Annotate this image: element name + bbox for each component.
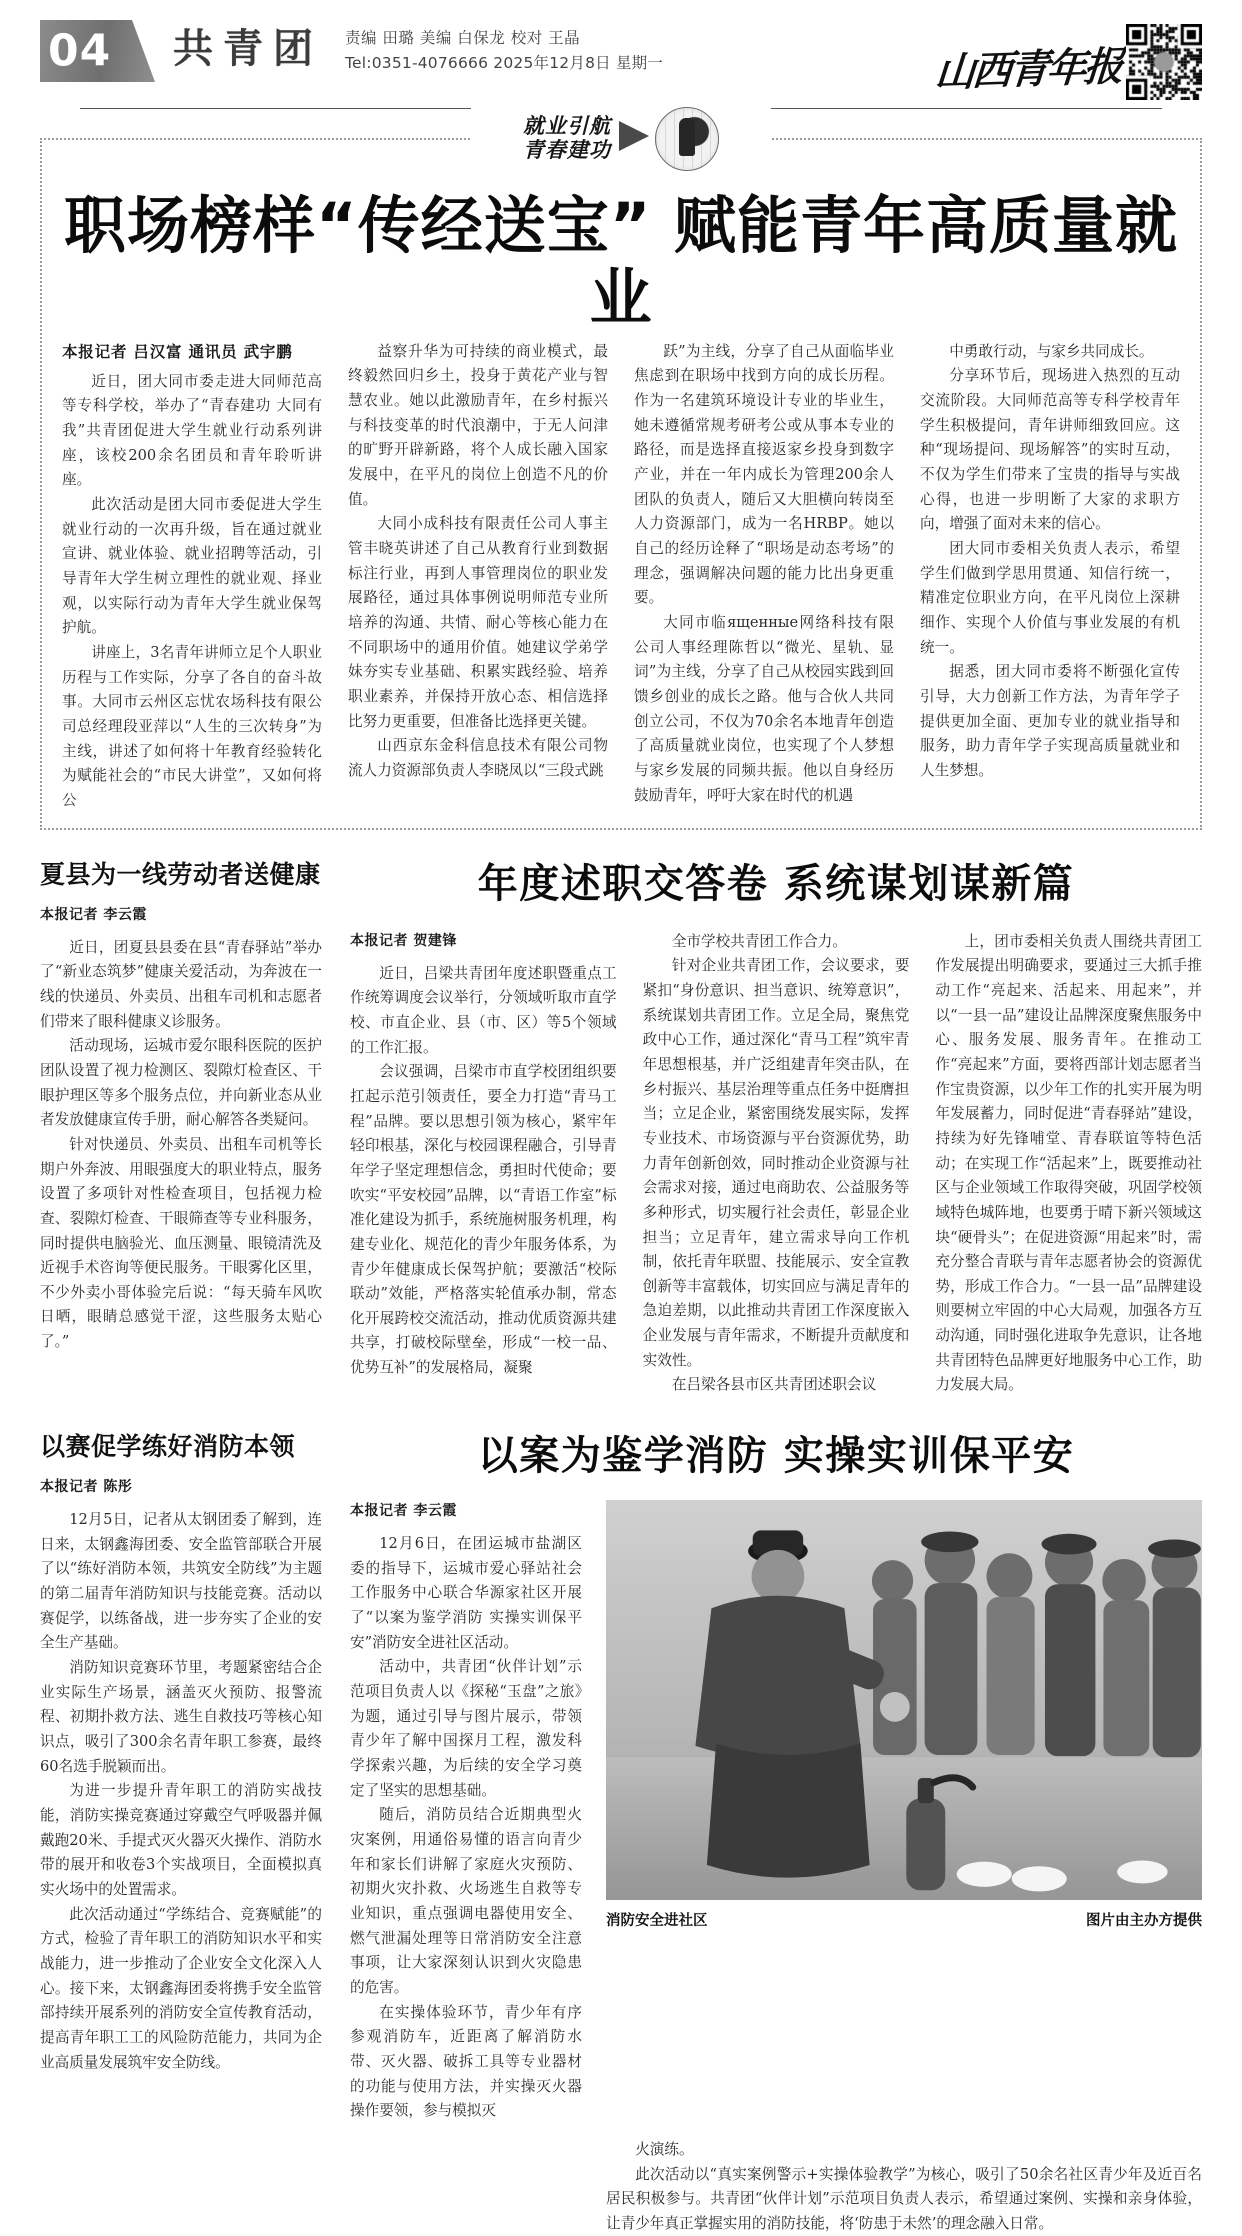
center-byline-fire-safety: 本报记者 李云霞 <box>350 1500 582 1520</box>
side-byline-health: 本报记者 李云霞 <box>40 904 322 924</box>
lead-column-2 <box>348 340 608 814</box>
paragraph: 12月5日，记者从太钢团委了解到，连日来，太钢鑫海团委、安全监管部联合开展了以“练好消防本领，共筑安全防线”为主题的第二届青年消防知识与技能竞赛。活动以赛促学，以练备战，进一步夯实了企业的安全生产基础。 <box>40 1508 322 1656</box>
paper-name-logo: 山西青年报 <box>933 47 1122 103</box>
paragraph: 针对快递员、外卖员、出租车司机等长期户外奔波、用眼强度大的职业特点，服务设置了多项针对性检查项目，包括视力检查、裂隙灯检查、干眼筛查等专业科服务，同时提供电脑验光、血压测量、眼镜清洗及近视手术咨询等便民服务。干眼雾化区里，不少外卖小哥体验完后说：“每天骑车风吹日晒，眼睛总感觉干涩，这些服务太贴心了。” <box>40 1133 322 1355</box>
lead-column-4 <box>920 340 1180 814</box>
paragraph: 益察升华为可持续的商业模式，最终毅然回归乡土，投身于黄花产业与智慧农业。她以此激励青年，在乡村振兴与科技变革的时代浪潮中，于无人问津的旷野开辟新路，将个人成长融入国家发展中，在平凡的岗位上创造不凡的价值。 <box>348 340 608 513</box>
paragraph: 活动现场，运城市爱尔眼科医院的医护团队设置了视力检测区、裂隙灯检查区、干眼护理区等多个服务点位，并向新业态从业者发放健康宣传手册，耐心解答各类疑问。 <box>40 1034 322 1133</box>
photo-credit: 图片由主办方提供 <box>1086 1909 1202 1930</box>
lead-body-4 <box>920 340 1180 784</box>
center-column-3 <box>935 930 1202 1398</box>
fire-safety-column-1 <box>350 1500 582 2124</box>
side-body-health <box>40 936 322 1355</box>
fire-safety-bottom-row <box>350 2138 1202 2236</box>
bottom-section <box>40 1432 1202 2236</box>
campaign-emblem <box>471 102 771 176</box>
side-headline-contest: 以赛促学练好消防本领 <box>40 1432 322 1462</box>
center-byline-report: 本报记者 贺建锋 <box>350 930 617 950</box>
paragraph: 分享环节后，现场进入热烈的互动交流阶段。大同师范高等专科学校青年学生积极提问，青年讲师细致回应。这种“现场提问、现场解答”的实时互动，不仅为学生们带来了宝贵的指导与实战心得，也进一步明断了大家的求职方向，增强了面对未来的信心。 <box>920 364 1180 537</box>
paragraph: 团大同市委相关负责人表示，希望学生们做到学思用贯通、知信行统一，精准定位职业方向，在平凡岗位上深耕细作、实现个人价值与事业发展的有机统一。 <box>920 537 1180 660</box>
lead-column-3 <box>634 340 894 814</box>
center-body-2 <box>643 930 910 1398</box>
lead-body-3 <box>634 340 894 808</box>
center-columns-report <box>350 930 1202 1398</box>
lead-body-1 <box>62 370 322 814</box>
photo-caption-row <box>606 1909 1202 1930</box>
paragraph: 山西京东金科信息技术有限公司物流人力资源部负责人李晓凤以“三段式跳 <box>348 734 608 783</box>
credits-contact-date: Tel:0351-4076666 2025年12月8日 星期一 <box>345 51 663 76</box>
lead-article <box>40 138 1202 830</box>
paragraph: 此次活动是团大同市委促进大学生就业行动的一次再升级，旨在通过就业宣讲、就业体验、就业招聘等活动，引导青年大学生树立理性的就业观、择业观，以实际行动为青年大学生就业保驾护航。 <box>62 493 322 641</box>
fire-safety-body-2 <box>606 2138 1202 2236</box>
emblem-line-1: 就业引航 <box>523 115 611 139</box>
paragraph: 随后，消防员结合近期典型火灾案例，用通俗易懂的语言向青少年和家长们讲解了家庭火灾预防、初期火灾扑救、火场逃生自救等专业知识，重点强调电器使用安全、燃气泄漏处理等日常消防安全注意事项，让大家深刻认识到火灾隐患的危害。 <box>350 1803 582 2000</box>
fire-safety-body-1 <box>350 1532 582 2124</box>
emblem-line-2: 青春建功 <box>523 139 611 163</box>
lead-article-columns <box>62 340 1180 814</box>
side-body-contest <box>40 1508 322 2075</box>
center-body-3 <box>935 930 1202 1398</box>
paragraph: 火演练。 <box>606 2138 1202 2163</box>
center-headline-report: 年度述职交答卷 系统谋划谋新篇 <box>350 860 1202 908</box>
paragraph: 活动中，共青团“伙伴计划”示范项目负责人以《探秘“玉盘”之旅》为题，通过引导与图片展示，带领青少年了解中国探月工程，激发科学探索兴趣，为后续的安全学习奠定了坚实的思想基础。 <box>350 1655 582 1803</box>
globe-person-icon <box>655 107 719 171</box>
photo-caption: 消防安全进社区 <box>606 1909 708 1930</box>
center-column-2 <box>643 930 910 1398</box>
fire-safety-photo <box>606 1500 1202 1900</box>
paragraph: 跃”为主线，分享了自己从面临毕业焦虑到在职场中找到方向的成长历程。作为一名建筑环境设计专业的毕业生，她未遵循常规考研考公或从事本专业的路径，而是选择直接返家乡投身到数字产业，并在一年内成长为管理200余人团队的负责人，随后又大胆横向转岗至人力资源部门，成为一名HRBP。她以自己的经历诠释了“职场是动态考场”的理念，强调解决问题的能力比出身更重要。 <box>634 340 894 611</box>
paragraph: 此次活动通过“学练结合、竞赛赋能”的方式，检验了青年职工的消防知识水平和实战能力，进一步推动了企业安全文化深入人心。接下来，太钢鑫海团委将携手安全监管部持续开展系列的消防安全宣传教育活动，提高青年职工工的风险防范能力，共同为企业高质量发展筑牢安全防线。 <box>40 1903 322 2076</box>
paragraph: 会议强调，吕梁市市直学校团组织要扛起示范引领责任，要全力打造“青马工程”品牌。要以思想引领为核心，紧牢年轻印根基，深化与校园课程融合，引导青年学子坚定理想信念，勇担时代使命；要吹实“平安校园”品牌，以“青语工作室”标准化建设为抓手，系统施树服务机理，构建专业化、规范化的青少年服务体系，为青少年健康成长保驾护航；要激活“校际联动”效能，严格落实轮值承办制，常态化开展跨校交流活动，推动优质资源共建共享，打破校际壁垒，形成“一校一品、优势互补”的发展格局，凝聚 <box>350 1060 617 1381</box>
page-number: 04 <box>48 26 111 77</box>
lead-headline: 职场榜样“传经送宝” 赋能青年高质量就业 <box>62 190 1180 334</box>
paragraph: 近日，团夏县县委在县“青春驿站”举办了“新业态筑梦”健康关爱活动，为奔波在一线的快递员、外卖员、出租车司机和志愿者们带来了眼科健康义诊服务。 <box>40 936 322 1035</box>
masthead-brand <box>935 20 1202 100</box>
paragraph: 中勇敢行动，与家乡共同成长。 <box>920 340 1180 365</box>
side-byline-contest: 本报记者 陈彤 <box>40 1476 322 1496</box>
center-column-1 <box>350 930 617 1398</box>
section-title: 共青团 <box>173 20 323 78</box>
paragraph: 近日，团大同市委走进大同师范高等专科学校，举办了“青春建功 大同有我”共青团促进大学生就业行动系列讲座，该校200余名团员和青年聆听讲座。 <box>62 370 322 493</box>
lead-body-2 <box>348 340 608 784</box>
paragraph: 12月6日，在团运城市盐湖区委的指导下，运城市爱心驿站社会工作服务中心联合华源家社区开展了“以案为鉴学消防 实操实训保平安”消防安全进社区活动。 <box>350 1532 582 1655</box>
paragraph: 全市学校共青团工作合力。 <box>643 930 910 955</box>
credits-editors: 责编 田璐 美编 白保龙 校对 王晶 <box>345 26 663 51</box>
paragraph: 近日，吕梁共青团年度述职暨重点工作统筹调度会议举行，分领域听取市直学校、市直企业、县（市、区）等5个领域的工作汇报。 <box>350 962 617 1061</box>
side-headline-health: 夏县为一线劳动者送健康 <box>40 860 322 890</box>
emblem-text <box>523 115 611 162</box>
center-article-fire-safety <box>350 1432 1202 2236</box>
paragraph: 为进一步提升青年职工的消防实战技能，消防实操竞赛通过穿戴空气呼吸器并佩戴跑20米、手提式灭火器灭火操作、消防水带的展开和收卷3个实战项目，全面模拟真实火场中的处置需求。 <box>40 1779 322 1902</box>
middle-section <box>40 860 1202 1398</box>
paragraph: 据悉，团大同市委将不断强化宣传引导，大力创新工作方法，为青年学子提供更加全面、更加专业的就业指导和服务，助力青年学子实现高质量就业和人生梦想。 <box>920 660 1180 783</box>
paragraph: 大同市临ященные网络科技有限公司人事经理陈哲以“微光、星轨、显词”为主线，分享了自己从校园实践到回馈乡创业的成长之路。他与合伙人共同创立公司，不仅为70余名本地青年创造了高质量就业岗位，也实现了个人梦想与家乡发展的同频共振。他以自身经历鼓励青年，呼吁大家在时代的机遇 <box>634 611 894 808</box>
side-article-fire-contest <box>40 1432 322 2236</box>
masthead-credits <box>345 20 663 76</box>
page-number-badge <box>40 20 155 82</box>
paragraph: 在吕梁各县市区共青团述职会议 <box>643 1373 910 1398</box>
paragraph: 在实操体验环节，青少年有序参观消防车，近距离了解消防水带、灭火器、破拆工具等专业器材的功能与使用方法，并实操灭火器操作要领，参与模拟灭 <box>350 2001 582 2124</box>
center-headline-fire-safety: 以案为鉴学消防 实操实训保平安 <box>350 1432 1202 1480</box>
fire-safety-spacer <box>350 2138 582 2236</box>
center-article-report <box>350 860 1202 1398</box>
arrow-icon <box>619 121 649 151</box>
paragraph: 针对企业共青团工作，会议要求，要紧扣“身份意识、担当意识、统筹意识”，系统谋划共青团工作。立足全局，聚焦党政中心工作，通过深化“青马工程”筑牢青年思想根基，并广泛组建青年突击队，在乡村振兴、基层治理等重点任务中挺膺担当；立足企业，紧密围绕发展实际，发挥专业技术、市场资源与平台资源优势，助力青年创新创效，同时推动企业资源与社会需求对接，通过电商助农、公益服务等多种形式，切实履行社会责任，彰显企业担当；立足青年，建立需求导向工作机制，依托青年联盟、技能展示、安全宣教创新等丰富载体，切实回应与满足青年的急迫差期，以此推动共青团工作深度嵌入企业发展与青年需求，不断提升贡献度和实效性。 <box>643 954 910 1373</box>
lead-column-1 <box>62 340 322 814</box>
lead-byline: 本报记者 吕汉富 通讯员 武宇鹏 <box>62 340 322 362</box>
qr-code-icon[interactable] <box>1126 24 1202 100</box>
paragraph: 消防知识竞赛环节里，考题紧密结合企业实际生产场景，涵盖灭火预防、报警流程、初期扑救方法、逃生自救技巧等核心知识点，吸引了300余名青年职工参赛，最终60名选手脱颖而出。 <box>40 1656 322 1779</box>
paragraph: 此次活动以“真实案例警示+实操体验教学”为核心，吸引了50余名社区青少年及近百名居民积极参与。共青团“伙伴计划”示范项目负责人表示，希望通过案例、实操和亲身体验，让青少年真正掌握实用的消防技能，将‘防患于未然’的理念融入日常。 <box>606 2163 1202 2236</box>
side-article-health <box>40 860 322 1398</box>
fire-safety-top-row <box>350 1500 1202 2124</box>
paragraph: 大同小成科技有限责任公司人事主管丰晓英讲述了自己从教育行业到数据标注行业，再到人事管理岗位的职业发展路径，通过具体事例说明师范专业所培养的沟通、共情、耐心等核心能力在不同职场中的通用价值。她建议学弟学妹夯实专业基础、积累实践经验、培养职业素养，并保持开放心态、相信选择比努力更重要，但准备比选择更关键。 <box>348 512 608 734</box>
paragraph: 讲座上，3名青年讲师立足个人职业历程与工作实际，分享了各自的奋斗故事。大同市云州区忘忧农场科技有限公司总经理段亚萍以“人生的三次转身”为主线，讲述了如何将十年教育经验转化为赋能社会的“市民大讲堂”，又如何将公 <box>62 641 322 814</box>
masthead <box>40 0 1202 116</box>
photo-block <box>606 1500 1202 2124</box>
center-body-1 <box>350 962 617 1381</box>
paragraph: 上，团市委相关负责人围绕共青团工作发展提出明确要求，要通过三大抓手推动工作“亮起来、活起来、用起来”，并以“一县一品”建设让品牌深度聚焦服务中心、服务发展、服务青年。在推动工作“亮起来”方面，要将西部计划志愿者当作宝贵资源，以少年工作的扎实开展为明年发展蓄力，同时促进“青春驿站”建设，持续为好先锋哺堂、青春联谊等特色活动；在实现工作“活起来”上，既要推动社区与企业领域工作取得突破，巩固学校领域特色城阵地，也要勇于晴下新兴领域这块“硬骨头”；在促进资源“用起来”时，需充分整合青联与青年志愿者协会的资源优势，形成工作合力。“一县一品”品牌建设则要树立牢固的中心大局观，加强各方互动沟通，同时强化进取争先意识，让各地共青团特色品牌更好地服务中心工作，助力发展大局。 <box>935 930 1202 1398</box>
